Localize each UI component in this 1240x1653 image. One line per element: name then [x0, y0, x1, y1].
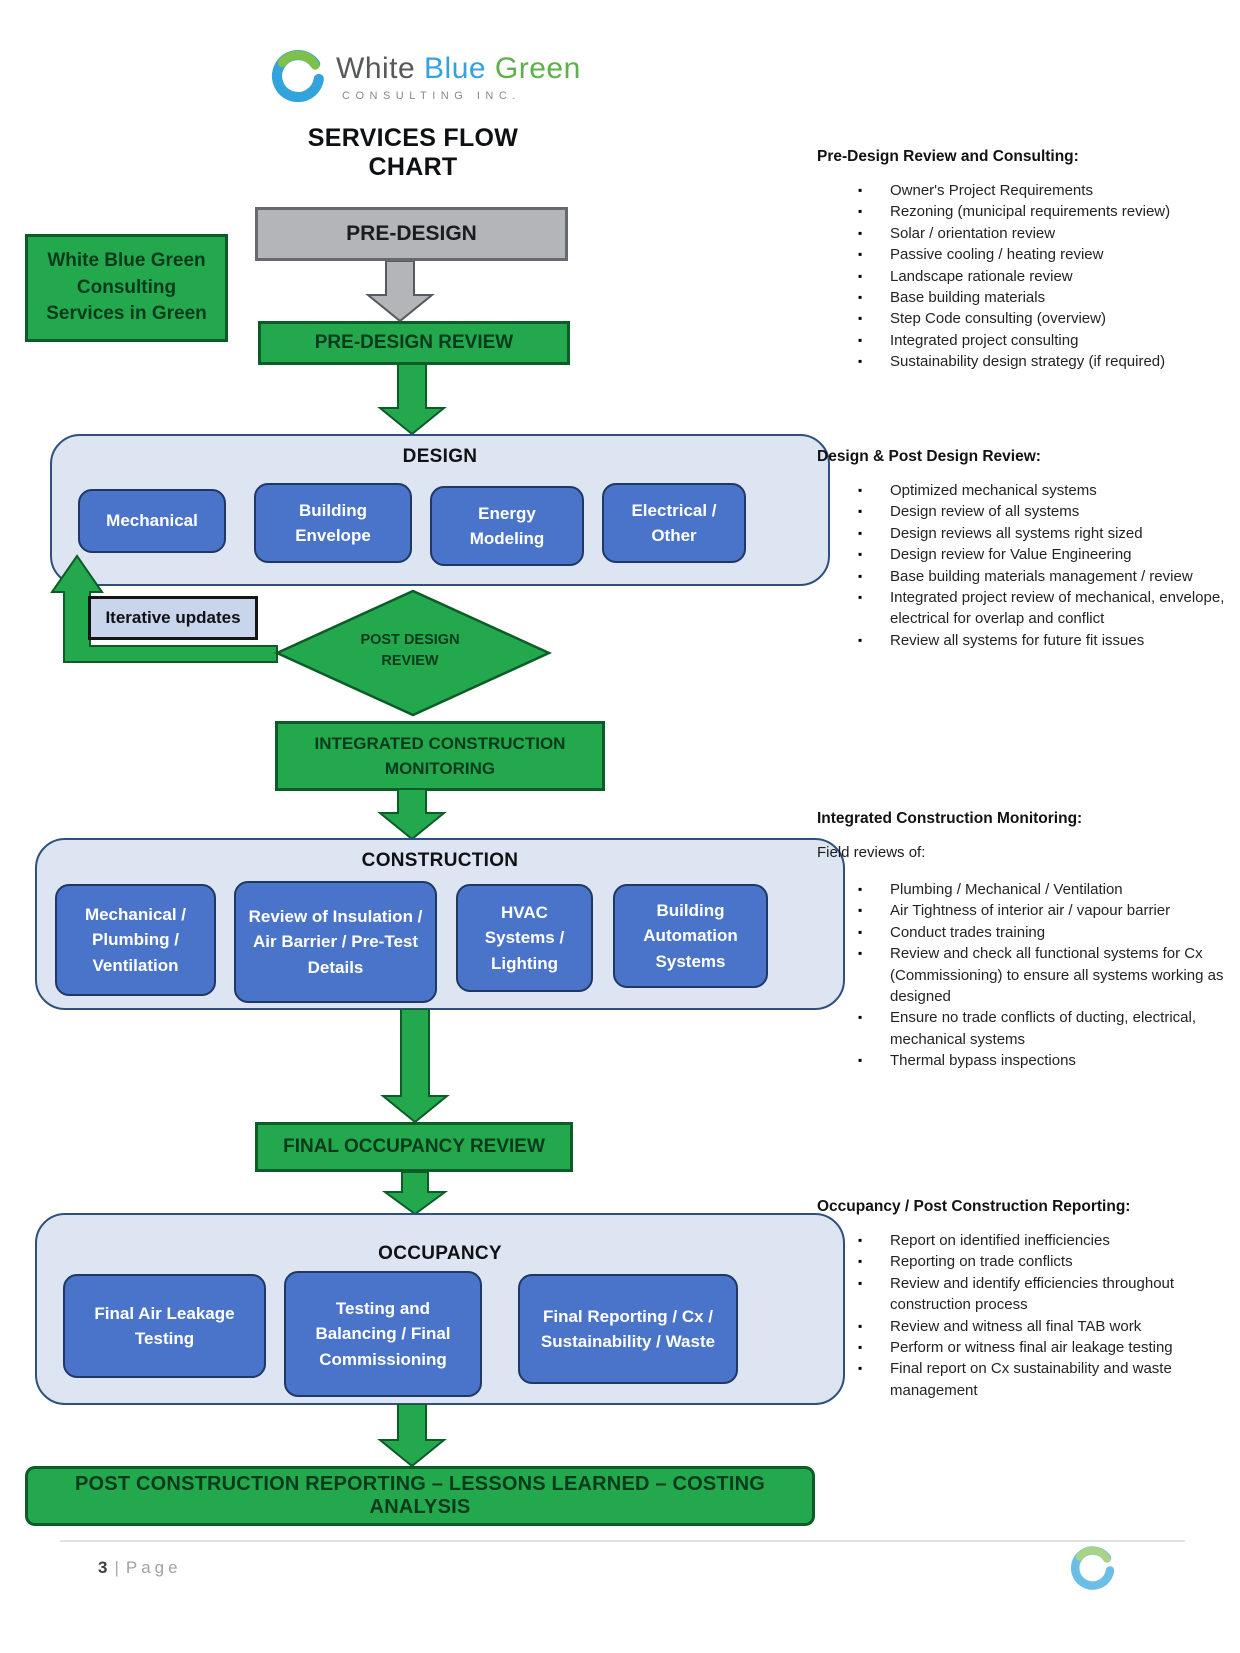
flow-node-pre-design: PRE-DESIGN — [255, 207, 568, 261]
bullet-list — [817, 879, 1240, 1072]
list-item: ▪ Sustainability design strategy (if required) — [817, 351, 1240, 372]
list-item: ▪ Optimized mechanical systems — [817, 480, 1240, 501]
brand-word-white: White — [336, 52, 416, 85]
section-heading: Design & Post Design Review: — [817, 448, 1041, 465]
flow-node-pre-design-review: PRE-DESIGN REVIEW — [258, 321, 570, 365]
construction-item-hvac-lighting: HVAC Systems / Lighting — [456, 884, 593, 992]
list-item: ▪ Review all systems for future fit issues — [817, 630, 1240, 651]
page-number-separator: | — [114, 1558, 119, 1577]
list-item: ▪ Integrated project review of mechanical, envelope, electrical for overlap and conflict — [817, 587, 1240, 630]
design-item-mechanical: Mechanical — [78, 489, 226, 553]
list-item: ▪ Owner's Project Requirements — [817, 180, 1240, 201]
section-design-post-design-review — [817, 448, 1240, 651]
company-logo-swirl-icon — [266, 46, 326, 106]
list-item: ▪ Report on identified inefficiencies — [817, 1230, 1240, 1251]
brand-word-blue: Blue — [424, 52, 487, 85]
list-item: ▪ Solar / orientation review — [817, 223, 1240, 244]
list-item: ▪ Final report on Cx sustainability and waste management — [817, 1358, 1240, 1401]
construction-item-mechanical-plumbing-ventilation: Mechanical / Plumbing / Ventilation — [55, 884, 216, 996]
section-occupancy-post-construction — [817, 1198, 1240, 1401]
construction-item-review-insulation: Review of Insulation / Air Barrier / Pre-Test Details — [234, 881, 437, 1003]
section-heading: Integrated Construction Monitoring: — [817, 810, 1083, 827]
section-pre-design-review — [817, 148, 1240, 373]
list-item: ▪ Review and identify efficiencies throughout construction process — [817, 1273, 1240, 1316]
list-item: ▪ Base building materials — [817, 287, 1240, 308]
arrow-down-green — [372, 789, 452, 839]
list-item: ▪ Passive cooling / heating review — [817, 244, 1240, 265]
flow-node-post-construction-reporting: POST CONSTRUCTION REPORTING – LESSONS LEARNED – COSTING ANALYSIS — [25, 1466, 815, 1526]
section-heading: Pre-Design Review and Consulting: — [817, 148, 1079, 165]
list-item: ▪ Rezoning (municipal requirements review) — [817, 201, 1240, 222]
page-title: SERVICES FLOW CHART — [307, 124, 519, 181]
list-item: ▪ Design reviews all systems right sized — [817, 523, 1240, 544]
arrow-down-green — [372, 1404, 452, 1466]
arrow-down-green — [372, 364, 452, 434]
design-item-building-envelope: Building Envelope — [254, 483, 412, 563]
footer-divider — [60, 1540, 1185, 1542]
iterative-updates-box: Iterative updates — [88, 596, 258, 640]
list-item: ▪ Reporting on trade conflicts — [817, 1251, 1240, 1272]
list-item: ▪ Design review for Value Engineering — [817, 544, 1240, 565]
flow-node-integrated-construction-monitoring: INTEGRATED CONSTRUCTION MONITORING — [275, 721, 605, 791]
list-item: ▪ Air Tightness of interior air / vapour barrier — [817, 900, 1240, 921]
company-name — [336, 52, 581, 86]
list-item: ▪ Design review of all systems — [817, 501, 1240, 522]
arrow-down-gray — [360, 261, 440, 321]
page-label: Page — [125, 1558, 182, 1577]
page-number-value: 3 — [98, 1558, 108, 1577]
legend-box: White Blue Green Consulting Services in Green — [25, 234, 228, 342]
design-item-electrical-other: Electrical / Other — [602, 483, 746, 563]
company-subtitle: CONSULTING INC. — [342, 90, 521, 102]
list-item: ▪ Integrated project consulting — [817, 330, 1240, 351]
section-intro: Field reviews of: — [817, 844, 926, 861]
list-item: ▪ Thermal bypass inspections — [817, 1050, 1240, 1071]
post-design-review-label: POST DESIGN REVIEW — [360, 632, 460, 669]
flow-node-final-occupancy-review: FINAL OCCUPANCY REVIEW — [255, 1122, 573, 1172]
bullet-list — [817, 480, 1240, 651]
section-integrated-construction-monitoring — [817, 810, 1240, 1072]
list-item: ▪ Plumbing / Mechanical / Ventilation — [817, 879, 1240, 900]
arrow-down-green — [375, 1009, 455, 1122]
design-item-energy-modeling: Energy Modeling — [430, 486, 584, 566]
construction-item-building-automation: Building Automation Systems — [613, 884, 768, 988]
page-number — [98, 1558, 182, 1578]
arrow-down-green — [375, 1172, 455, 1214]
occupancy-label: OCCUPANCY — [378, 1243, 502, 1264]
brand-word-green: Green — [494, 52, 581, 85]
section-heading: Occupancy / Post Construction Reporting: — [817, 1198, 1131, 1215]
occupancy-item-testing-balancing: Testing and Balancing / Final Commissioning — [284, 1271, 482, 1397]
footer-logo-swirl-icon — [1066, 1543, 1116, 1593]
list-item: ▪ Review and check all functional systems for Cx (Commissioning) to ensure all systems working as designed — [817, 943, 1240, 1007]
bullet-list — [817, 1230, 1240, 1401]
bullet-list — [817, 180, 1240, 373]
occupancy-item-final-air-leakage: Final Air Leakage Testing — [63, 1274, 266, 1378]
list-item: ▪ Conduct trades training — [817, 922, 1240, 943]
list-item: ▪ Ensure no trade conflicts of ducting, electrical, mechanical systems — [817, 1007, 1240, 1050]
construction-label: CONSTRUCTION — [361, 850, 519, 871]
list-item: ▪ Base building materials management / review — [817, 566, 1240, 587]
list-item: ▪ Landscape rationale review — [817, 266, 1240, 287]
list-item: ▪ Review and witness all final TAB work — [817, 1316, 1240, 1337]
occupancy-item-final-reporting: Final Reporting / Cx / Sustainability / Waste — [518, 1274, 738, 1384]
list-item: ▪ Perform or witness final air leakage testing — [817, 1337, 1240, 1358]
design-label: DESIGN — [402, 446, 478, 467]
list-item: ▪ Step Code consulting (overview) — [817, 308, 1240, 329]
